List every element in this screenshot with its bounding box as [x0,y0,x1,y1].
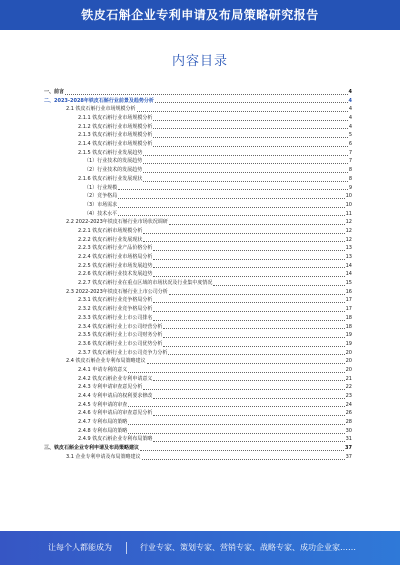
toc-entry[interactable] [44,409,352,418]
toc-leader-dots [168,354,344,355]
toc-entry[interactable] [44,349,352,358]
toc-entry[interactable] [44,262,352,271]
toc-entry-page: 28 [345,419,352,426]
toc-entry-text: 一、前言 [44,88,65,95]
toc-entry-page: 31 [345,436,352,443]
toc-entry-text: 2.1.5 铁皮石斛行业发展趋势 [78,149,143,156]
toc-leader-dots [153,441,344,442]
toc-leader-dots [137,111,348,112]
toc-entry-page: 14 [345,262,352,269]
toc-entry-page: 26 [345,410,352,417]
toc-entry-page: 7 [348,149,352,156]
toc-entry[interactable] [44,444,352,453]
toc-entry-text: 2.4.8 专利布局的策略 [78,427,128,434]
toc-entry-text: 2.4.3 专利申请审查意见分析 [78,384,143,391]
toc-leader-dots [153,398,344,399]
toc-entry-page: 7 [348,158,352,165]
toc-leader-dots [143,181,347,182]
toc-entry-page: 9 [348,184,352,191]
toc-leader-dots [118,189,348,190]
toc-entry-page: 24 [345,401,352,408]
toc-entry-text: 2.3.2 铁皮石斛行业竞争格局分析 [78,306,153,313]
toc-leader-dots [169,224,345,225]
toc-entry-page: 4 [348,88,352,95]
footer-slogan-left: 让每个人都能成为 [48,543,112,552]
toc-entry-text: 2.4.5 专利申请的审查 [78,401,128,408]
toc-entry-text: 2.2.5 铁皮石斛行业市场发展趋势 [78,262,153,269]
toc-entry[interactable] [44,192,352,201]
toc-entry-text: 2.3.7 铁皮石斛行业上市公司竞争力分析 [78,349,168,356]
toc-entry-text: 2.1.3 铁皮石斛行业市场规模分析 [78,132,153,139]
toc-leader-dots [65,94,348,95]
toc-entry-page: 10 [345,193,352,200]
toc-entry[interactable] [44,88,352,97]
toc-leader-dots [153,128,347,129]
toc-entry-text: 2.2.3 铁皮石斛行业产品价格分析 [78,245,153,252]
toc-entry-page: 12 [345,219,352,226]
toc-entry[interactable] [44,366,352,375]
toc-entry-text: 2.3.3 铁皮石斛行业上市公司排名 [78,314,153,321]
toc-entry-page: 16 [345,288,352,295]
toc-entry-page: 10 [345,201,352,208]
toc-entry-page: 17 [345,297,352,304]
toc-leader-dots [153,146,347,147]
toc-leader-dots [169,294,345,295]
toc-entry[interactable] [44,297,352,306]
toc-entry-text: （1）行业规模 [84,184,118,191]
toc-leader-dots [153,250,344,251]
toc-leader-dots [140,450,344,451]
toc-entry[interactable] [44,97,352,106]
toc-entry-text: 2.3.1 铁皮石斛行业竞争格局分析 [78,297,153,304]
toc-entry-text: （1）行业技术的发展趋势 [84,158,143,165]
toc-entry[interactable] [44,184,352,193]
toc-entry-page: 21 [345,375,352,382]
toc-entry[interactable] [44,340,352,349]
toc-leader-dots [153,267,344,268]
toc-entry-text: 2.4.9 铁皮石斛企业专利布局策略 [78,436,153,443]
toc-list [44,88,352,530]
toc-entry[interactable] [44,323,352,332]
toc-entry-page: 12 [345,236,352,243]
toc-entry-page: 18 [345,323,352,330]
toc-entry-page: 20 [345,349,352,356]
toc-entry-text: 2.4.7 专利布局的策略 [78,419,128,426]
toc-entry-text: （4）技术水平 [84,210,118,217]
toc-entry-page: 20 [345,366,352,373]
toc-entry-page: 14 [345,271,352,278]
toc-entry-text: 2.4.6 专利申请后的审查意见分析 [78,410,153,417]
toc-leader-dots [143,389,344,390]
toc-entry-text: 2.4.2 铁皮石斛企业专利申请意义 [78,375,153,382]
toc-leader-dots [155,102,348,103]
toc-entry-page: 18 [345,314,352,321]
toc-entry-page: 37 [345,453,352,460]
toc-entry-text: 3.1 企业专利申请及布局策略建议 [66,453,141,460]
toc-entry[interactable] [44,357,352,366]
toc-entry[interactable] [44,436,352,445]
toc-entry-text: 2.1.2 铁皮石斛行业市场规模分析 [78,123,153,130]
toc-entry-text: 2.3.6 铁皮石斛行业上市公司优势分析 [78,340,163,347]
toc-entry-page: 30 [345,427,352,434]
toc-entry-page: 22 [345,384,352,391]
toc-leader-dots [143,233,344,234]
toc-entry-page: 20 [345,358,352,365]
toc-entry-page: 12 [345,227,352,234]
toc-entry-text: 2.2.6 铁皮石斛行业技术发展趋势 [78,271,153,278]
toc-entry-text: （3）市场需求 [84,201,118,208]
toc-entry[interactable] [44,392,352,401]
toc-entry[interactable] [44,227,352,236]
toc-leader-dots [153,302,344,303]
toc-entry-text: 2.2.7 铁皮石斛行业在重点区域的市场状况及行业集中度情况 [78,280,213,287]
toc-entry[interactable] [44,201,352,210]
toc-entry-text: 2.4 铁皮石斛企业专利布局策略建议 [66,358,146,365]
toc-entry-text: 2.3.5 铁皮石斛行业上市公司财务分析 [78,332,163,339]
toc-leader-dots [118,207,344,208]
toc-entry[interactable] [44,253,352,262]
toc-entry[interactable] [44,453,352,462]
toc-entry-page: 8 [348,175,352,182]
toc-leader-dots [118,198,344,199]
toc-entry-page: 15 [345,280,352,287]
toc-entry-text: 2.2 2022-2023年铁皮石斛行业市场状况调研 [66,219,168,226]
toc-entry[interactable] [44,158,352,167]
toc-entry[interactable] [44,114,352,123]
toc-leader-dots [128,424,344,425]
toc-entry[interactable] [44,270,352,279]
toc-entry[interactable] [44,149,352,158]
toc-entry-page: 37 [345,445,352,452]
toc-leader-dots [153,311,344,312]
toc-entry-page: 5 [348,132,352,139]
toc-entry-page: 4 [348,106,352,113]
toc-leader-dots [163,346,344,347]
toc-entry[interactable] [44,123,352,132]
toc-entry[interactable] [44,166,352,175]
toc-leader-dots [143,155,347,156]
toc-entry-page: 6 [348,141,352,148]
toc-entry[interactable] [44,288,352,297]
toc-entry[interactable] [44,218,352,227]
toc-entry[interactable] [44,331,352,340]
toc-entry-text: 2.4.4 专利申请后的权利要求修改 [78,393,153,400]
toc-entry-text: 2.1 铁皮石斛行业市场规模分析 [66,106,136,113]
toc-entry[interactable] [44,175,352,184]
toc-entry[interactable] [44,418,352,427]
toc-leader-dots [163,328,344,329]
toc-entry[interactable] [44,314,352,323]
toc-entry-page: 4 [348,115,352,122]
toc-entry-text: 2.1.6 铁皮石斛行业发展现状 [78,175,143,182]
toc-leader-dots [153,120,347,121]
toc-entry-text: 二、2023-2028年铁皮石斛行业前景及趋势分析 [44,97,154,104]
toc-leader-dots [118,215,344,216]
toc-leader-dots [153,276,344,277]
toc-leader-dots [153,137,347,138]
toc-entry-text: （2）竞争格局 [84,193,118,200]
toc-entry-page: 13 [345,254,352,261]
report-title: 铁皮石斛企业专利申请及布局策略研究报告 [81,8,319,22]
toc-leader-dots [213,285,344,286]
toc-leader-dots [153,380,344,381]
toc-entry-page: 13 [345,245,352,252]
toc-entry-page: 19 [345,340,352,347]
toc-entry[interactable] [44,105,352,114]
toc-leader-dots [128,406,344,407]
footer-slogan-right: 行业专家、策划专家、营销专家、战略专家、成功企业家…… [140,543,356,552]
toc-entry[interactable] [44,427,352,436]
toc-leader-dots [163,337,344,338]
toc-entry-page: 4 [348,97,352,104]
toc-entry-page: 4 [348,123,352,130]
toc-leader-dots [128,372,344,373]
toc-leader-dots [142,459,345,460]
toc-entry-text: 2.3.4 铁皮石斛行业上市公司经营分析 [78,323,163,330]
toc-entry[interactable] [44,401,352,410]
toc-leader-dots [153,320,344,321]
toc-leader-dots [143,172,348,173]
toc-entry-page: 17 [345,306,352,313]
toc-entry[interactable] [44,383,352,392]
toc-leader-dots [128,433,344,434]
toc-entry-text: 2.2.4 铁皮石斛行业市场格局分析 [78,254,153,261]
toc-entry[interactable] [44,140,352,149]
toc-entry[interactable] [44,279,352,288]
toc-entry-text: 2.3 2022-2023年铁皮石斛行业上市公司分析 [66,288,168,295]
toc-leader-dots [153,259,344,260]
toc-entry-text: 三、铁皮石斛企业专利申请及布局策略建议 [44,445,140,452]
toc-entry-text: 2.2.2 铁皮石斛行业发展现状 [78,236,143,243]
toc-entry-text: （2）行业技术的发展趋势 [84,167,143,174]
footer-divider [126,542,127,554]
toc-entry[interactable] [44,236,352,245]
toc-entry-text: 2.1.1 铁皮石斛行业市场规模分析 [78,115,153,122]
toc-leader-dots [143,241,344,242]
report-header [0,0,400,30]
toc-entry-page: 19 [345,332,352,339]
toc-entry[interactable] [44,305,352,314]
toc-entry-page: 23 [345,393,352,400]
toc-entry-text: 2.2.1 铁皮石斛市场规模分析 [78,227,143,234]
toc-entry[interactable] [44,244,352,253]
toc-entry-page: 11 [345,210,352,217]
toc-leader-dots [143,163,348,164]
toc-heading: 内容目录 [171,54,228,69]
toc-entry-text: 2.4.1 申请专利的意义 [78,366,128,373]
toc-entry[interactable] [44,131,352,140]
footer-banner [0,531,400,565]
toc-entry-page: 8 [348,167,352,174]
toc-entry[interactable] [44,210,352,219]
toc-entry[interactable] [44,375,352,384]
toc-entry-text: 2.1.4 铁皮石斛行业市场规模分析 [78,141,153,148]
toc-leader-dots [153,415,344,416]
toc-leader-dots [147,363,345,364]
